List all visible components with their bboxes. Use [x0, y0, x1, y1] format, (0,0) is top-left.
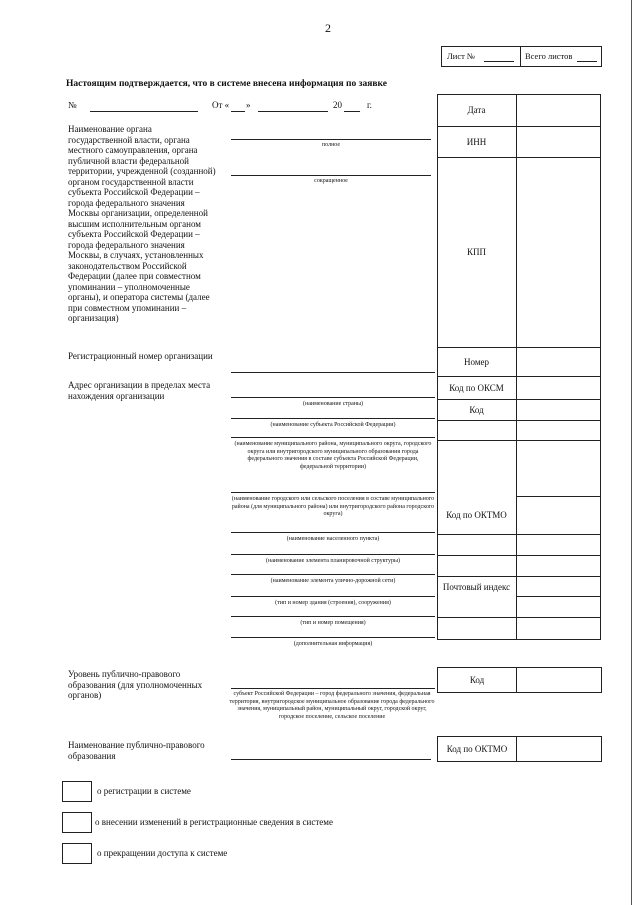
building-field[interactable]	[231, 596, 435, 597]
org-full-name-field[interactable]	[231, 139, 431, 140]
registration-checkbox[interactable]	[62, 781, 92, 802]
inn-cell-value[interactable]	[517, 127, 600, 157]
level-label: Уровень публично-правового образования (для уполномоченных органов)	[68, 669, 203, 700]
additional-info-field[interactable]	[231, 637, 435, 638]
locality-field[interactable]	[231, 532, 435, 533]
ppo-oktmo-box	[437, 736, 602, 762]
country-caption: (наименование страны)	[302, 401, 364, 407]
ppo-oktmo-value[interactable]	[517, 737, 601, 761]
org-name-label: Наименование органа государственной власти, органа местного самоуправления, органа публичной власти федеральной территории, учрежденной (созданной) органом государственной власти субъекта Российской Федерации – города федерального значения Москвы организации, определенной высшим исполнительным органом субъекта Российской Федерации – города федерального значения Москвы, в случаях, установленных законодательством Российской Федерации (далее при совместном упоминании – уполномоченные органы), и оператора системы (далее при совместном упоминании – организация)	[68, 124, 216, 323]
additional-info-caption: (дополнительная информация)	[293, 641, 373, 647]
level-code-value[interactable]	[517, 668, 601, 692]
premises-caption: (тип и номер помещения)	[300, 620, 366, 626]
oktmo-cell-label: Код по ОКТМО	[446, 510, 507, 520]
building-caption: (тип и номер здания (строения), сооружения)	[275, 600, 391, 606]
inn-cell-label: ИНН	[466, 136, 487, 147]
reg-number-field[interactable]	[231, 372, 435, 373]
ppo-name-label: Наименование публично-правового образования	[68, 740, 205, 761]
kpp-cell-value[interactable]	[517, 158, 600, 347]
subject-caption: (наименование субъекта Российской Федерации)	[270, 422, 396, 428]
total-sheets-box[interactable]	[520, 46, 602, 67]
page-number: 2	[325, 21, 331, 35]
oktmo-cell-value[interactable]	[517, 441, 600, 534]
changes-checkbox-label: о внесении изменений в регистрационные сведения в системе	[95, 817, 333, 827]
date-cell-label: Дата	[467, 105, 486, 115]
address-label: Адрес организации в пределах места нахождения организации	[68, 380, 211, 401]
sheet-number-blank	[484, 61, 514, 62]
registration-checkbox-label: о регистрации в системе	[97, 786, 191, 796]
date-year-prefix: 20	[333, 100, 342, 110]
postal-cell-label: Почтовый индекс	[442, 581, 511, 592]
date-year-suffix: г.	[367, 100, 372, 110]
oksm-cell-value[interactable]	[517, 377, 600, 399]
date-month-field[interactable]	[258, 111, 328, 112]
planning-element-field[interactable]	[231, 554, 435, 555]
sheet-number-box[interactable]	[441, 46, 521, 67]
org-short-name-caption: сокращенное	[314, 178, 348, 184]
ppo-oktmo-label: Код по ОКТМО	[446, 743, 508, 754]
subject-code-label: Код	[469, 404, 484, 415]
date-day-field[interactable]	[231, 111, 245, 112]
number-cell-value[interactable]	[517, 348, 600, 376]
level-code-label: Код	[469, 674, 485, 685]
level-caption: субъект Российской Федерации – город федерального значения, федеральная территория, внутригородское муниципальное образование города федерального значения, муниципальный район, муниципальный округ, городской округ, городское поселение, сельское поселение	[229, 691, 435, 720]
level-code-box	[437, 667, 602, 693]
date-from-label: От «	[212, 100, 230, 110]
street-element-caption: (наименование элемента улично-дорожной сети)	[270, 578, 396, 584]
confirmation-heading: Настоящим подтверждается, что в системе внесена информация по заявке	[66, 79, 387, 89]
premises-field[interactable]	[231, 616, 435, 617]
postal-cell-value[interactable]	[517, 577, 600, 597]
settlement-field[interactable]	[231, 492, 435, 493]
org-full-name-caption: полное	[321, 142, 341, 148]
oksm-cell-label: Код по ОКСМ	[449, 382, 504, 393]
planning-element-caption: (наименование элемента планировочной структуры)	[266, 558, 400, 564]
street-element-field[interactable]	[231, 574, 435, 575]
scan-edge-line	[631, 0, 632, 905]
sheet-number-label: Лист №	[447, 51, 476, 61]
ppo-name-field[interactable]	[231, 759, 431, 760]
reg-number-label: Регистрационный номер организации	[68, 351, 213, 361]
total-sheets-blank	[577, 61, 597, 62]
application-number-label: №	[68, 100, 77, 110]
total-sheets-label: Всего листов	[525, 51, 573, 61]
kpp-cell-label: КПП	[466, 247, 486, 257]
country-field[interactable]	[231, 397, 435, 398]
access-termination-checkbox-label: о прекращении доступа к системе	[97, 848, 228, 858]
date-quote-close: »	[246, 100, 251, 110]
date-year-field[interactable]	[344, 111, 360, 112]
changes-checkbox[interactable]	[62, 812, 92, 833]
municipality-caption: (наименование муниципального района, муниципального округа, городского округа или внутригородского муниципального образования города федерального значения в составе субъекта Российской Федерации, федеральной территории)	[234, 441, 432, 470]
access-termination-checkbox[interactable]	[62, 843, 92, 864]
number-cell-label: Номер	[463, 356, 490, 367]
subject-field[interactable]	[231, 418, 435, 419]
settlement-caption: (наименование городского или сельского поселения в составе муниципального района (для муниципального района) или внутригородского района городского округа)	[231, 496, 435, 517]
subject-code-value[interactable]	[517, 400, 600, 420]
org-short-name-field[interactable]	[231, 175, 431, 176]
application-number-field[interactable]	[90, 111, 198, 112]
municipality-field[interactable]	[231, 437, 435, 438]
locality-caption: (наименование населенного пункта)	[286, 536, 380, 542]
level-field[interactable]	[231, 688, 435, 689]
date-cell-value[interactable]	[517, 95, 600, 126]
